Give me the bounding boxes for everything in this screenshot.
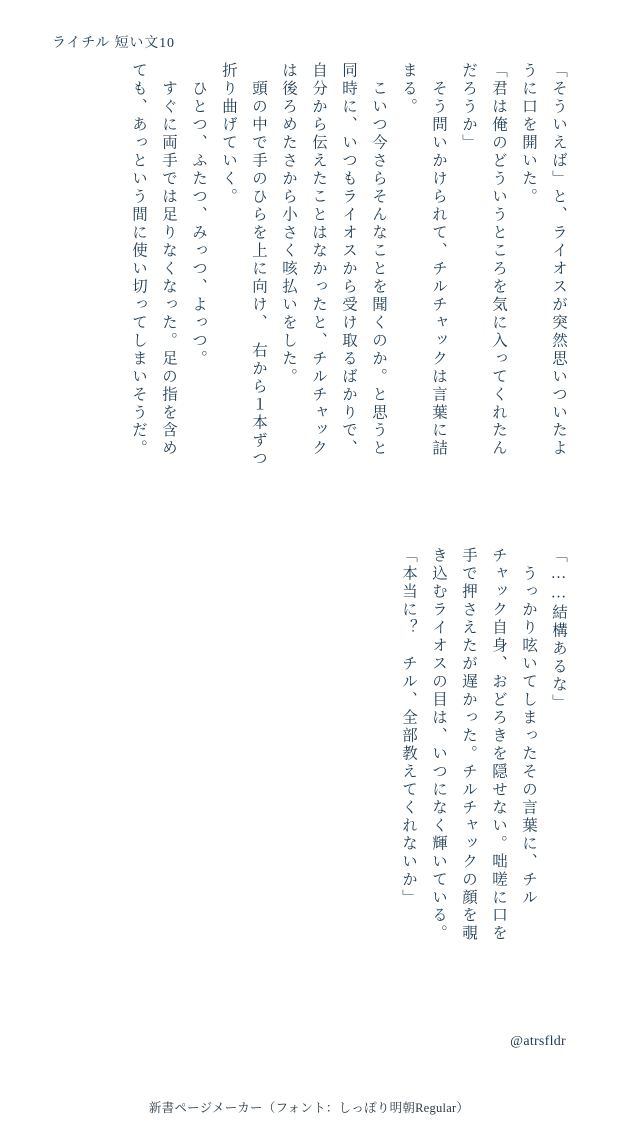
text-column: チャック自身、おどろきを隠せない。咄嗟に口を: [490, 547, 507, 943]
text-column: すぐに両手では足りなくなった。足の指を含め: [160, 62, 177, 458]
text-column: こいつ今さらそんなことを聞くのか。と思うと: [370, 62, 387, 458]
text-column: き込むライオスの目は、いつになく輝いている。: [430, 547, 447, 943]
text-column: 自分から伝えたことはなかったと、チルチャック: [310, 62, 327, 458]
text-column: うに口を開いた。: [520, 62, 537, 206]
text-column: 同時に、いつもライオスから受け取るばかりで、: [340, 62, 357, 458]
text-column: 「君は俺のどういうところを気に入ってくれたん: [490, 62, 507, 458]
text-column: 「そういえば」と、ライオスが突然思いついたよ: [550, 62, 567, 458]
text-column: うっかり呟いてしまったその言葉に、チル: [520, 547, 537, 907]
footer-credit: 新書ページメーカー（フォント：しっぽり明朝Regular）: [148, 1101, 470, 1115]
text-column: まる。: [400, 62, 417, 116]
text-column: そう問いかけられて、チルチャックは言葉に詰: [430, 62, 447, 458]
text-column: 頭の中で手のひらを上に向け、 右から１本ずつ: [250, 62, 267, 468]
text-column: だろうか」: [460, 62, 477, 152]
page-title: ライチル 短い文10: [52, 36, 175, 51]
text-column: ひとつ、ふたつ、みっつ、よっつ。: [190, 62, 207, 368]
text-column: は後ろめたさから小さく咳払いをした。: [280, 62, 297, 386]
text-column: 「……結構あるな」: [550, 547, 567, 712]
author-handle: @atrsfldr: [510, 1034, 566, 1049]
text-column: ても、あっという間に使い切ってしまいそうだ。: [130, 62, 147, 458]
text-column: 折り曲げていく。: [220, 62, 237, 206]
vertical-text-body: [0, 62, 618, 1022]
text-column: 「本当に？ チル、全部教えてくれないか」: [400, 547, 417, 907]
text-column: 手で押さえたが遅かった。チルチャックの顔を覗: [460, 547, 477, 943]
